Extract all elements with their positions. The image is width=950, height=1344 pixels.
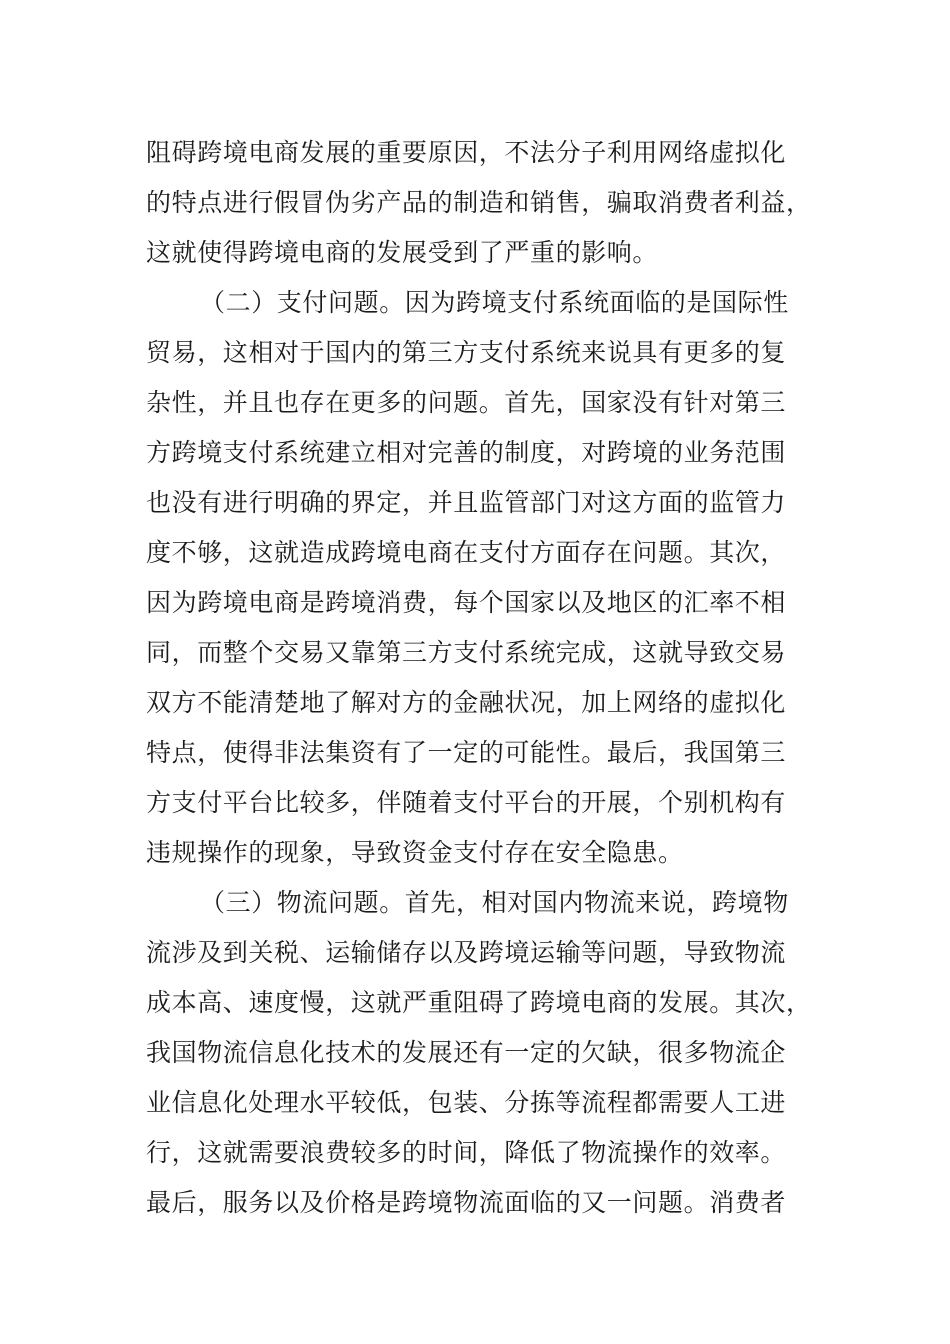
text-line: 同，而整个交易又靠第三方支付系统完成，这就导致交易: [146, 638, 787, 667]
text-line: 度不够，这就造成跨境电商在支付方面存在问题。其次，: [146, 538, 787, 567]
text-line: 我国物流信息化技术的发展还有一定的欠缺，很多物流企: [146, 1038, 787, 1067]
section-heading-line: （二）支付问题。因为跨境支付系统面临的是国际性: [200, 288, 789, 317]
body-text: [146, 128, 826, 1228]
text-line: 杂性，并且也存在更多的问题。首先，国家没有针对第三: [146, 388, 787, 417]
text-line: 业信息化处理水平较低，包装、分拣等流程都需要人工进: [146, 1088, 787, 1117]
text-line: 贸易，这相对于国内的第三方支付系统来说具有更多的复: [146, 338, 787, 367]
text-line: 方支付平台比较多，伴随着支付平台的开展，个别机构有: [146, 788, 787, 817]
text-line: 方跨境支付系统建立相对完善的制度，对跨境的业务范围: [146, 438, 787, 467]
text-line: 最后，服务以及价格是跨境物流面临的又一问题。消费者: [146, 1188, 787, 1217]
text-line: 因为跨境电商是跨境消费，每个国家以及地区的汇率不相: [146, 588, 787, 617]
text-line: 阻碍跨境电商发展的重要原因，不法分子利用网络虚拟化: [146, 138, 787, 167]
section-heading-line: （三）物流问题。首先，相对国内物流来说，跨境物: [200, 888, 789, 917]
text-line: 成本高、速度慢，这就严重阻碍了跨境电商的发展。其次，: [146, 988, 812, 1017]
text-line: 流涉及到关税、运输储存以及跨境运输等问题，导致物流: [146, 938, 787, 967]
text-line: 双方不能清楚地了解对方的金融状况，加上网络的虚拟化: [146, 688, 787, 717]
text-line: 违规操作的现象，导致资金支付存在安全隐患。: [146, 838, 684, 867]
text-line: 这就使得跨境电商的发展受到了严重的影响。: [146, 238, 659, 267]
text-line: 的特点进行假冒伪劣产品的制造和销售，骗取消费者利益，: [146, 188, 812, 217]
text-line: 也没有进行明确的界定，并且监管部门对这方面的监管力: [146, 488, 787, 517]
text-line: 行，这就需要浪费较多的时间，降低了物流操作的效率。: [146, 1138, 787, 1167]
text-line: 特点，使得非法集资有了一定的可能性。最后，我国第三: [146, 738, 787, 767]
